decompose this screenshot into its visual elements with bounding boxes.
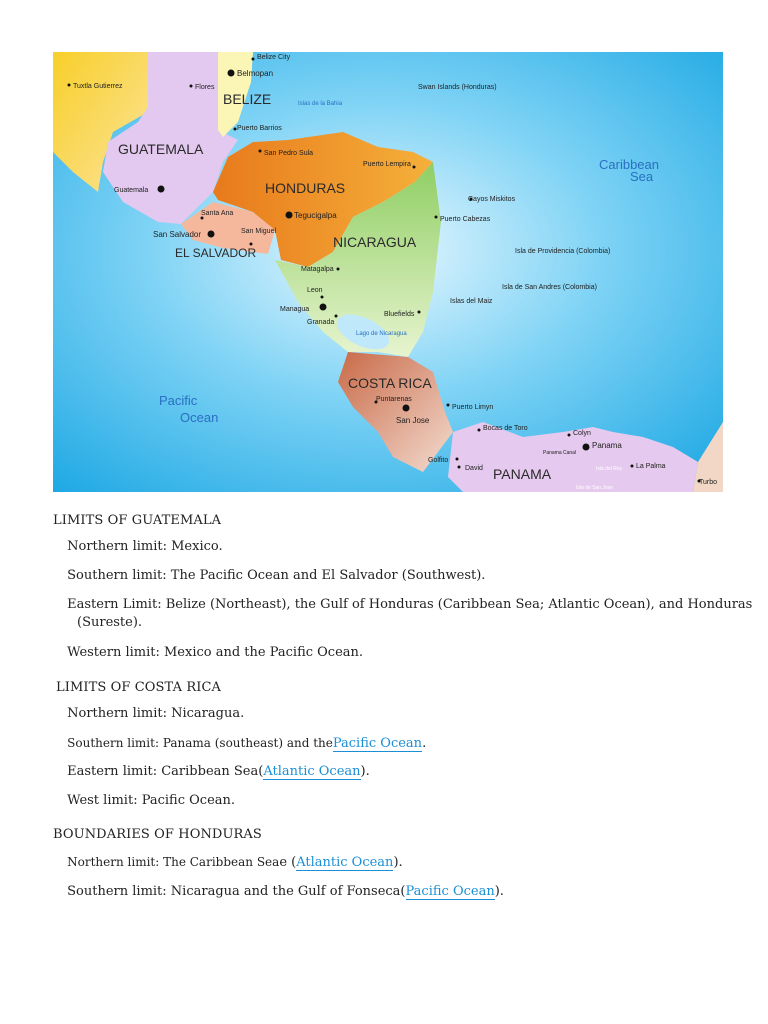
city-granada: Granada — [307, 319, 335, 326]
city-bluefields: Bluefields — [384, 311, 415, 318]
label-swan-islands: Swan Islands (Honduras) — [418, 84, 497, 91]
city-panama: Panama — [592, 441, 622, 450]
costa-rica-west: West limit: Pacific Ocean. — [67, 793, 236, 808]
label-islas-bahia: Islas de la Bahia — [298, 101, 343, 107]
list-item — [53, 567, 733, 585]
city-flores: Flores — [195, 84, 215, 91]
pacific-ocean-link[interactable]: Pacific Ocean — [332, 736, 423, 751]
costa-rica-north: Northern limit: Nicaragua. — [67, 706, 245, 721]
city-puerto-cabezas: Puerto Cabezas — [440, 216, 491, 223]
city-managua: Managua — [280, 306, 310, 313]
label-pacific: Pacific — [159, 393, 198, 408]
list-item — [53, 792, 733, 810]
city-tegucigalpa: Tegucigalpa — [294, 211, 337, 220]
guatemala-east: Eastern Limit: Belize (Northeast), the Gulf of Honduras (Caribbean Sea; Atlantic Ocean), and Honduras — [67, 597, 753, 612]
city-belize-city: Belize City — [257, 54, 291, 61]
label-isla-del-rey: Isla del Rey — [596, 466, 623, 472]
city-david: David — [465, 465, 483, 472]
list-item — [53, 853, 733, 872]
city-tuxtla: Tuxtla Gutierrez — [73, 83, 123, 90]
city-belmopan: Belmopan — [237, 69, 274, 78]
city-guatemala: Guatemala — [114, 187, 149, 194]
label-isla-san-andres: Isla de San Andres (Colombia) — [502, 284, 597, 291]
list-item — [53, 763, 733, 781]
list-item — [53, 538, 733, 556]
honduras-north-suffix: ). — [393, 855, 403, 870]
honduras-south-suffix: ). — [494, 884, 504, 899]
city-la-palma: La Palma — [636, 463, 666, 470]
label-caribbean: Caribbean — [599, 157, 659, 172]
guatemala-south: Southern limit: The Pacific Ocean and El Salvador (Southwest). — [67, 568, 486, 583]
label-isla-providencia: Isla de Providencia (Colombia) — [515, 248, 611, 255]
guatemala-north: Northern limit: Mexico. — [67, 539, 223, 554]
list-item — [53, 883, 733, 901]
honduras-north: Northern limit: The Caribbean Sea — [67, 855, 280, 869]
costa-rica-east: Eastern limit: Caribbean Sea( — [67, 764, 264, 779]
city-san-salvador: San Salvador — [153, 230, 202, 239]
guatemala-west: Western limit: Mexico and the Pacific Ocean. — [67, 645, 364, 660]
label-islas-maiz: Islas del Maiz — [450, 298, 493, 305]
atlantic-ocean-link[interactable]: Atlantic Ocean — [263, 764, 361, 779]
label-lago-nicaragua: Lago de Nicaragua — [356, 331, 407, 337]
pacific-ocean-link[interactable]: Pacific Ocean — [405, 884, 495, 899]
list-item — [53, 644, 733, 662]
label-costa-rica: COSTA RICA — [348, 375, 432, 391]
section-heading-costa-rica: LIMITS OF COSTA RICA — [56, 680, 221, 695]
central-america-map — [53, 52, 723, 492]
city-turbo: Turbo — [699, 479, 718, 486]
city-leon: Leon — [307, 287, 323, 294]
city-san-pedro-sula: San Pedro Sula — [264, 150, 314, 157]
city-cayos-miskitos: Cayos Miskitos — [468, 196, 516, 203]
guatemala-section — [53, 512, 733, 530]
label-isla-san-jose: Isla de San Jose — [576, 485, 613, 491]
city-panama-canal: Panama Canal — [543, 450, 577, 456]
guatemala-east-continued: (Sureste). — [77, 615, 143, 630]
city-puerto-limon: Puerto Limyn — [452, 404, 494, 411]
label-pacific-ocean: Ocean — [180, 410, 219, 425]
city-san-miguel: San Miguel — [241, 228, 277, 235]
label-guatemala: GUATEMALA — [118, 141, 204, 157]
city-san-jose: San Jose — [396, 416, 430, 425]
city-santa-ana: Santa Ana — [201, 210, 234, 217]
section-heading-guatemala: LIMITS OF GUATEMALA — [53, 513, 222, 528]
list-item — [53, 705, 733, 723]
city-matagalpa: Matagalpa — [301, 266, 334, 273]
costa-rica-south: Southern limit: Panama (southeast) and the — [67, 736, 333, 750]
costa-rica-south-suffix: . — [422, 736, 427, 751]
honduras-section — [53, 826, 733, 844]
costa-rica-section — [56, 679, 736, 697]
list-item — [53, 596, 753, 632]
label-el-salvador: EL SALVADOR — [175, 246, 257, 260]
honduras-north-e: e ( — [279, 855, 297, 870]
label-honduras: HONDURAS — [265, 180, 346, 196]
city-puerto-barrios: Puerto Barrios — [237, 125, 282, 132]
costa-rica-east-suffix: ). — [360, 764, 370, 779]
city-puerto-lempira: Puerto Lempira — [363, 161, 411, 168]
atlantic-ocean-link[interactable]: Atlantic Ocean — [296, 855, 394, 870]
city-golfito: Golfito — [428, 457, 449, 464]
list-item — [53, 734, 733, 753]
label-panama: PANAMA — [493, 466, 552, 482]
city-colon: Colyn — [573, 430, 591, 437]
label-caribbean-sea: Sea — [630, 169, 654, 184]
section-heading-honduras: BOUNDARIES OF HONDURAS — [53, 827, 262, 842]
city-bocas-del-toro: Bocas de Toro — [483, 425, 528, 432]
honduras-south: Southern limit: Nicaragua and the Gulf of Fonseca( — [67, 884, 406, 899]
city-puntarenas: Puntarenas — [376, 396, 412, 403]
label-nicaragua: NICARAGUA — [333, 234, 417, 250]
label-belize: BELIZE — [223, 91, 272, 107]
